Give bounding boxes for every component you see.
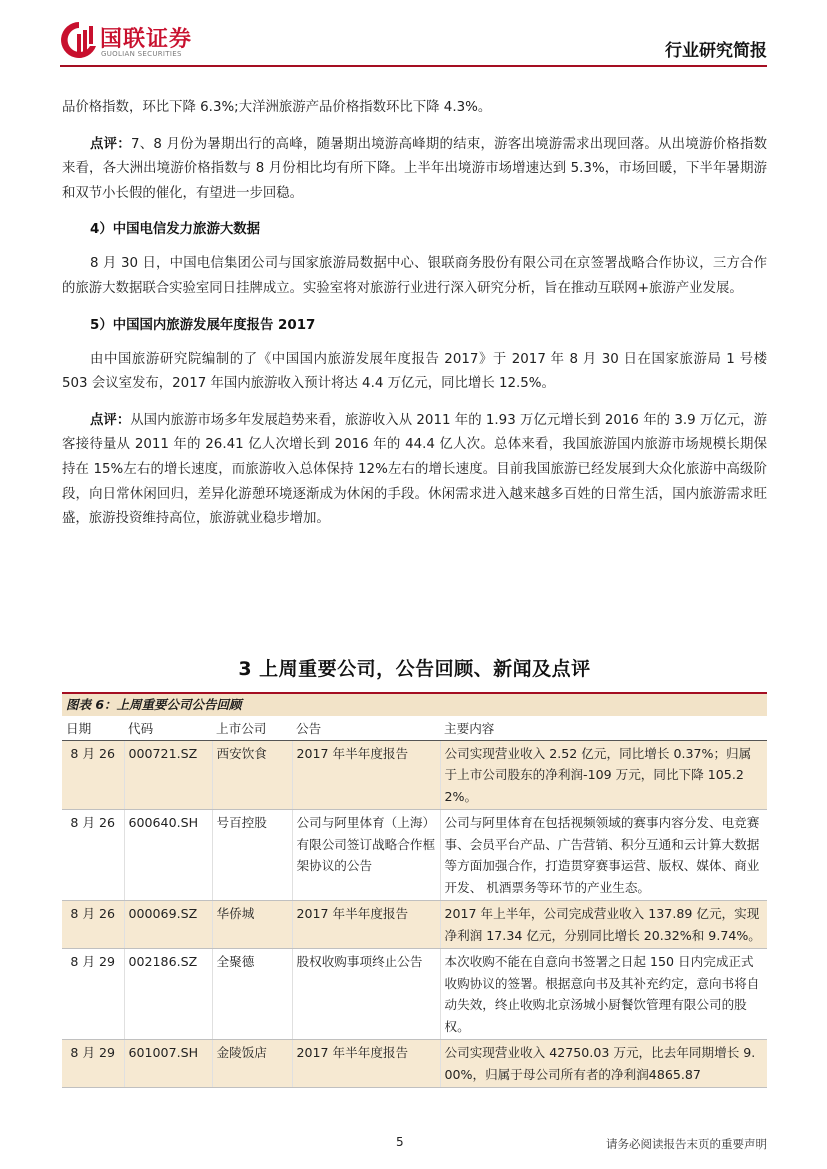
cell-date: 8 月 26 [62, 901, 124, 949]
page-footer [60, 1135, 767, 1155]
cell-date: 8 月 26 [62, 740, 124, 810]
cell-notice: 2017 年半年度报告 [292, 901, 440, 949]
column-header-content: 主要内容 [440, 716, 767, 740]
header-divider [60, 65, 767, 67]
comment-text: 从国内旅游市场多年发展趋势来看，旅游收入从 2011 年的 1.93 万亿元增长到 2016 年的 3.9 万亿元，游客接待量从 2011 年的 26.41 亿人次增长到 2016 年的 44.4 亿人次。总体来看，我国旅游国内旅游市场规模长期保持在 15%左右的增长速度，而旅游收入总体保持 12%左右的增长速度。目前我国旅游已经发展到大众化旅游中高级阶段，向日常休闲回归，差异化游憩环境逐渐成为休闲的手段。休闲需求进入越来越多百姓的日常生活，国内旅游需求旺盛，旅游投资维持高位，旅游就业稳步增加。 [62, 412, 767, 527]
column-header-code: 代码 [124, 716, 212, 740]
paragraph-comment-outbound [62, 133, 767, 207]
logo-text-en: GUOLIAN SECURITIES [101, 50, 182, 58]
guolian-logo-icon [60, 20, 98, 60]
cell-content: 公司实现营业收入 42750.03 万元，比去年同期增长 9.00%，归属于母公司所有者的净利润4865.87 [440, 1040, 767, 1088]
page-header [0, 0, 827, 70]
cell-notice: 公司与阿里体育（上海）有限公司签订战略合作框架协议的公告 [292, 810, 440, 901]
announcement-table-block [62, 692, 767, 1088]
column-header-company: 上市公司 [212, 716, 292, 740]
cell-date: 8 月 29 [62, 1040, 124, 1088]
cell-code: 000069.SZ [124, 901, 212, 949]
subheading-telecom-bigdata: 4）中国电信发力旅游大数据 [90, 222, 261, 238]
section-title: 3 上周重要公司，公告回顾、新闻及点评 [238, 658, 591, 680]
cell-notice: 股权收购事项终止公告 [292, 949, 440, 1040]
paragraph-comment-domestic [62, 409, 767, 532]
comment-label: 点评： [90, 412, 131, 428]
cell-company: 金陵饭店 [212, 1040, 292, 1088]
paragraph-price-index: 品价格指数，环比下降 6.3%;大洋洲旅游产品价格指数环比下降 4.3%。 [62, 100, 492, 115]
comment-text: 7、8 月份为暑期出行的高峰，随暑期出境游高峰期的结束，游客出境游需求出现回落。从出境游价格指数来看，各大洲出境游价格指数与 8 月份相比均有所下降。上半年出境游市场增速达到 5.3%，市场回暖，下半年暑期游和双节小长假的催化，有望进一步回稳。 [62, 136, 767, 201]
cell-date: 8 月 29 [62, 949, 124, 1040]
comment-label: 点评： [90, 136, 131, 152]
cell-notice: 2017 年半年度报告 [292, 740, 440, 810]
cell-code: 600640.SH [124, 810, 212, 901]
cell-content: 公司实现营业收入 2.52 亿元，同比增长 0.37%；归属于上市公司股东的净利润-109 万元，同比下降 105.22%。 [440, 740, 767, 810]
announcement-table [62, 716, 767, 1088]
table-row [62, 740, 767, 810]
cell-company: 号百控股 [212, 810, 292, 901]
table-header-row [62, 716, 767, 740]
report-type-label: 行业研究简报 [665, 41, 767, 61]
cell-company: 西安饮食 [212, 740, 292, 810]
cell-content: 公司与阿里体育在包括视频领域的赛事内容分发、电竞赛事、会员平台产品、广告营销、积分互通和云计算大数据等方面加强合作，打造贯穿赛事运营、版权、媒体、商业开发、 机酒票务等环节的产业生态。 [440, 810, 767, 901]
paragraph-telecom: 8 月 30 日，中国电信集团公司与国家旅游局数据中心、银联商务股份有限公司在京签署战略合作协议，三方合作的旅游大数据联合实验室同日挂牌成立。实验室将对旅游行业进行深入研究分析，旨在推动互联网+旅游产业发展。 [62, 256, 767, 296]
table-row [62, 949, 767, 1040]
column-header-date: 日期 [62, 716, 124, 740]
footer-disclaimer: 请务必阅读报告末页的重要声明 [606, 1137, 767, 1151]
cell-date: 8 月 26 [62, 810, 124, 901]
table-row [62, 1040, 767, 1088]
paragraph-domestic-report: 由中国旅游研究院编制的了《中国国内旅游发展年度报告 2017》于 2017 年 8 月 30 日在国家旅游局 1 号楼 503 会议室发布，2017 年国内旅游收入预计将达 4.4 万亿元，同比增长 12.5%。 [62, 351, 767, 392]
cell-company: 华侨城 [212, 901, 292, 949]
subheading-domestic-report: 5）中国国内旅游发展年度报告 2017 [90, 317, 316, 333]
main-content [62, 96, 767, 540]
column-header-notice: 公告 [292, 716, 440, 740]
page-number: 5 [396, 1135, 404, 1149]
cell-code: 000721.SZ [124, 740, 212, 810]
cell-content: 本次收购不能在自意向书签署之日起 150 日内完成正式收购协议的签署。根据意向书及其补充约定，意向书将自动失效，终止收购北京汤城小厨餐饮管理有限公司的股权。 [440, 949, 767, 1040]
table-row [62, 810, 767, 901]
cell-company: 全聚德 [212, 949, 292, 1040]
cell-content: 2017 年上半年，公司完成营业收入 137.89 亿元，实现净利润 17.34 亿元，分别同比增长 20.32%和 9.74%。 [440, 901, 767, 949]
guolian-logo [60, 20, 230, 62]
cell-notice: 2017 年半年度报告 [292, 1040, 440, 1088]
table-caption: 图表 6：上周重要公司公告回顾 [62, 692, 767, 716]
cell-code: 601007.SH [124, 1040, 212, 1088]
logo-text-cn: 国联证券 [100, 27, 193, 52]
cell-code: 002186.SZ [124, 949, 212, 1040]
table-row [62, 901, 767, 949]
